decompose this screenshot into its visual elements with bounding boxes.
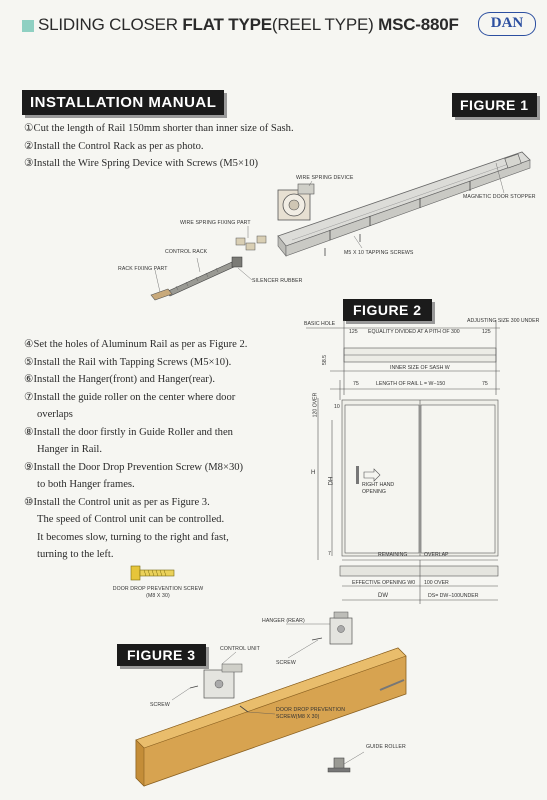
- label-inner-size-of-sash: INNER SIZE OF SASH W: [390, 365, 450, 371]
- label-wire-spring-fixing-part: WIRE SPRING FIXING PART: [180, 220, 251, 226]
- dim-125-right: 125: [482, 329, 491, 335]
- figure2-banner: FIGURE 2: [343, 299, 432, 321]
- step-10: ⑩Install the Control unit as per as Figure 3.: [24, 496, 210, 508]
- dim-ds: DS= DW−100UNDER: [428, 593, 479, 599]
- label-door-drop-prevention-screw: [98, 586, 218, 600]
- label-rack-fixing-part: RACK FIXING PART: [118, 266, 168, 272]
- dim-58-5: 58.5: [322, 354, 329, 366]
- label-hanger-rear: HANGER (REAR): [262, 618, 305, 624]
- label-screw-upper: SCREW: [276, 660, 296, 666]
- label-control-rack: CONTROL RACK: [165, 249, 208, 255]
- label-wire-spring-device: WIRE SPRING DEVICE: [296, 175, 354, 181]
- fig3-ddps-line1: DOOR DROP PREVENTION: [276, 707, 346, 713]
- control-note-3: turning to the left.: [37, 549, 114, 560]
- step-9-cont: to both Hanger frames.: [37, 479, 135, 490]
- label-equality-divided: EQUALITY DIVIDED AT A PITH OF 300: [368, 329, 460, 335]
- drop-prevention-screw-icon: [131, 566, 174, 580]
- step-4: ④Set the holes of Aluminum Rail as per as Figure 2.: [24, 339, 248, 350]
- label-adjusting-size: ADJUSTING SIZE 300 UNDER: [467, 318, 540, 324]
- document-title: SLIDING CLOSER FLAT TYPE(REEL TYPE) MSC-880F: [38, 15, 459, 34]
- brand-logo: DAN: [478, 12, 536, 36]
- step-8: ⑧Install the door firstly in Guide Roller and then: [24, 426, 233, 438]
- label-right-hand-opening: RIGHT HAND OPENING: [362, 482, 395, 495]
- label-basic-hole: BASIC HOLE: [304, 321, 336, 327]
- step-5: ⑤Install the Rail with Tapping Screws (M5×10).: [24, 356, 232, 368]
- screw-label-line1: DOOR DROP PREVENTION SCREW: [112, 586, 204, 592]
- dim-7: 7: [328, 551, 331, 557]
- step-9: ⑨Install the Door Drop Prevention Screw (M8×30): [24, 461, 244, 473]
- screw-label-line2: (M8 X 30): [146, 593, 170, 599]
- label-length-of-rail: LENGTH OF RAIL L = W−150: [376, 381, 446, 387]
- dim-125-left: 125: [349, 329, 358, 335]
- step-6: ⑥Install the Hanger(front) and Hanger(rear).: [24, 374, 215, 385]
- dim-120-over: 120 OVER: [312, 392, 319, 418]
- control-note-2: It becomes slow, turning to the right and fast,: [37, 531, 229, 543]
- dim-dh: DH: [328, 476, 335, 486]
- label-overlap: OVERLAP: [424, 552, 449, 558]
- label-control-unit: CONTROL UNIT: [220, 646, 260, 652]
- control-note-1: The speed of Control unit can be controlled.: [37, 514, 225, 525]
- dim-75-right: 75: [482, 381, 488, 387]
- step-1: ①Cut the length of Rail 150mm shorter than inner size of Sash.: [24, 123, 294, 134]
- step-7-cont: overlaps: [37, 409, 73, 420]
- dim-75-left: 75: [353, 381, 359, 387]
- dim-dw: DW: [378, 593, 388, 599]
- dim-100-over: 100 OVER: [424, 580, 449, 586]
- step-7: ⑦Install the guide roller on the center where door: [24, 391, 236, 403]
- label-door-drop-prevention-fig3: [276, 707, 345, 721]
- installation-manual-banner: INSTALLATION MANUAL: [22, 90, 224, 115]
- label-screw-lower: SCREW: [150, 702, 170, 708]
- step-8-cont: Hanger in Rail.: [37, 444, 103, 455]
- label-magnetic-door-stopper: MAGNETIC DOOR STOPPER: [463, 194, 536, 200]
- dim-h: H: [311, 470, 316, 476]
- label-tapping-screws: M5 X 10 TAPPING SCREWS: [344, 250, 414, 256]
- label-effective-opening: EFFECTIVE OPENING W0: [352, 580, 416, 586]
- step-2: ②Install the Control Rack as per as photo.: [24, 140, 204, 152]
- figure3-banner: FIGURE 3: [117, 644, 206, 666]
- fig3-ddps-line2: SCREW(M8 X 30): [276, 714, 320, 720]
- label-silencer-rubber: SILENCER RUBBER: [252, 278, 303, 284]
- step-3: ③Install the Wire Spring Device with Screws (M5×10): [24, 158, 259, 169]
- label-guide-roller: GUIDE ROLLER: [366, 744, 406, 750]
- label-remaining: REMAINING: [378, 552, 408, 558]
- dim-10: 10: [334, 404, 340, 410]
- figure1-banner: FIGURE 1: [452, 93, 537, 117]
